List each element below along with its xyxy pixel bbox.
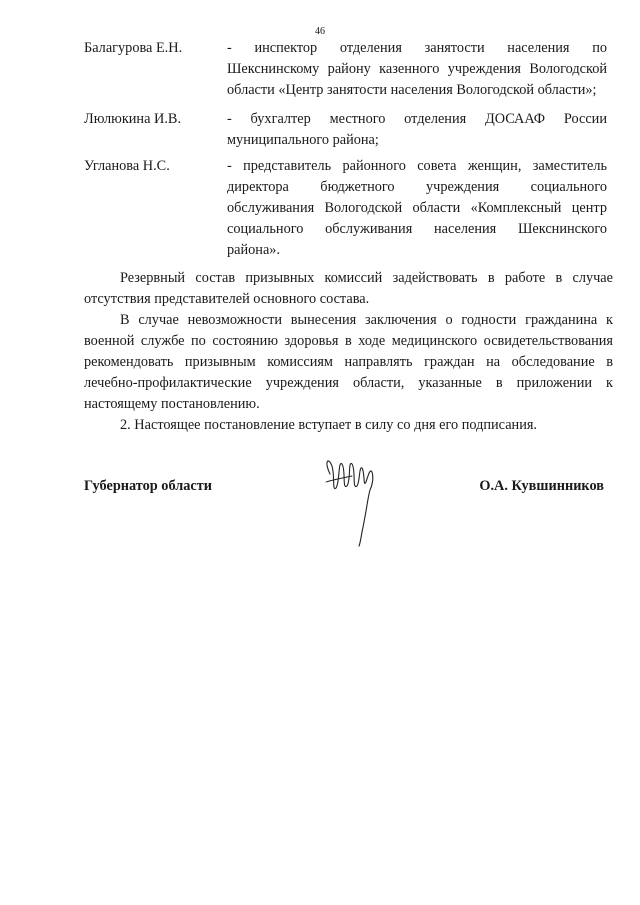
member-description: - представитель районного совета женщин, заместитель директора бюджетного учреждения социального обслуживания Вологодской области «Комплексный центр социального обслуживания населения Шекснинского района».: [227, 158, 607, 258]
page-number: 46: [315, 26, 325, 37]
body-text: [84, 268, 613, 436]
paragraph-reserve: Резервный состав призывных комиссий задействовать в работе в случае отсутствия представителей основного состава.: [84, 270, 613, 307]
paragraph-effective: 2. Настоящее постановление вступает в силу со дня его подписания.: [120, 417, 537, 433]
member-name: Люлюкина И.В.: [84, 111, 182, 127]
member-row: [84, 156, 614, 261]
signature-block: [84, 478, 614, 518]
member-name: Угланова Н.С.: [84, 158, 170, 174]
member-row: [84, 38, 614, 101]
commission-members-list: [84, 38, 614, 261]
member-description: - инспектор отделения занятости населения по Шекснинскому району казенного учреждения Вологодской области «Центр занятости населения Вологодской области»;: [227, 40, 607, 98]
signatory-title: Губернатор области: [84, 478, 213, 494]
member-row: [84, 109, 614, 151]
signatory-name: О.А. Кувшинников: [479, 478, 604, 494]
member-description: - бухгалтер местного отделения ДОСААФ России муниципального района;: [227, 111, 607, 148]
member-name: Балагурова Е.Н.: [84, 40, 183, 56]
handwritten-signature: [322, 452, 392, 548]
paragraph-medical: В случае невозможности вынесения заключения о годности гражданина к военной службе по состоянию здоровья в ходе медицинского освидетельствования рекомендовать призывным комиссиям направлять граждан на обследование в лечебно-профилактические учреждения области, указанные в приложении к настоящему постановлению.: [84, 312, 613, 412]
